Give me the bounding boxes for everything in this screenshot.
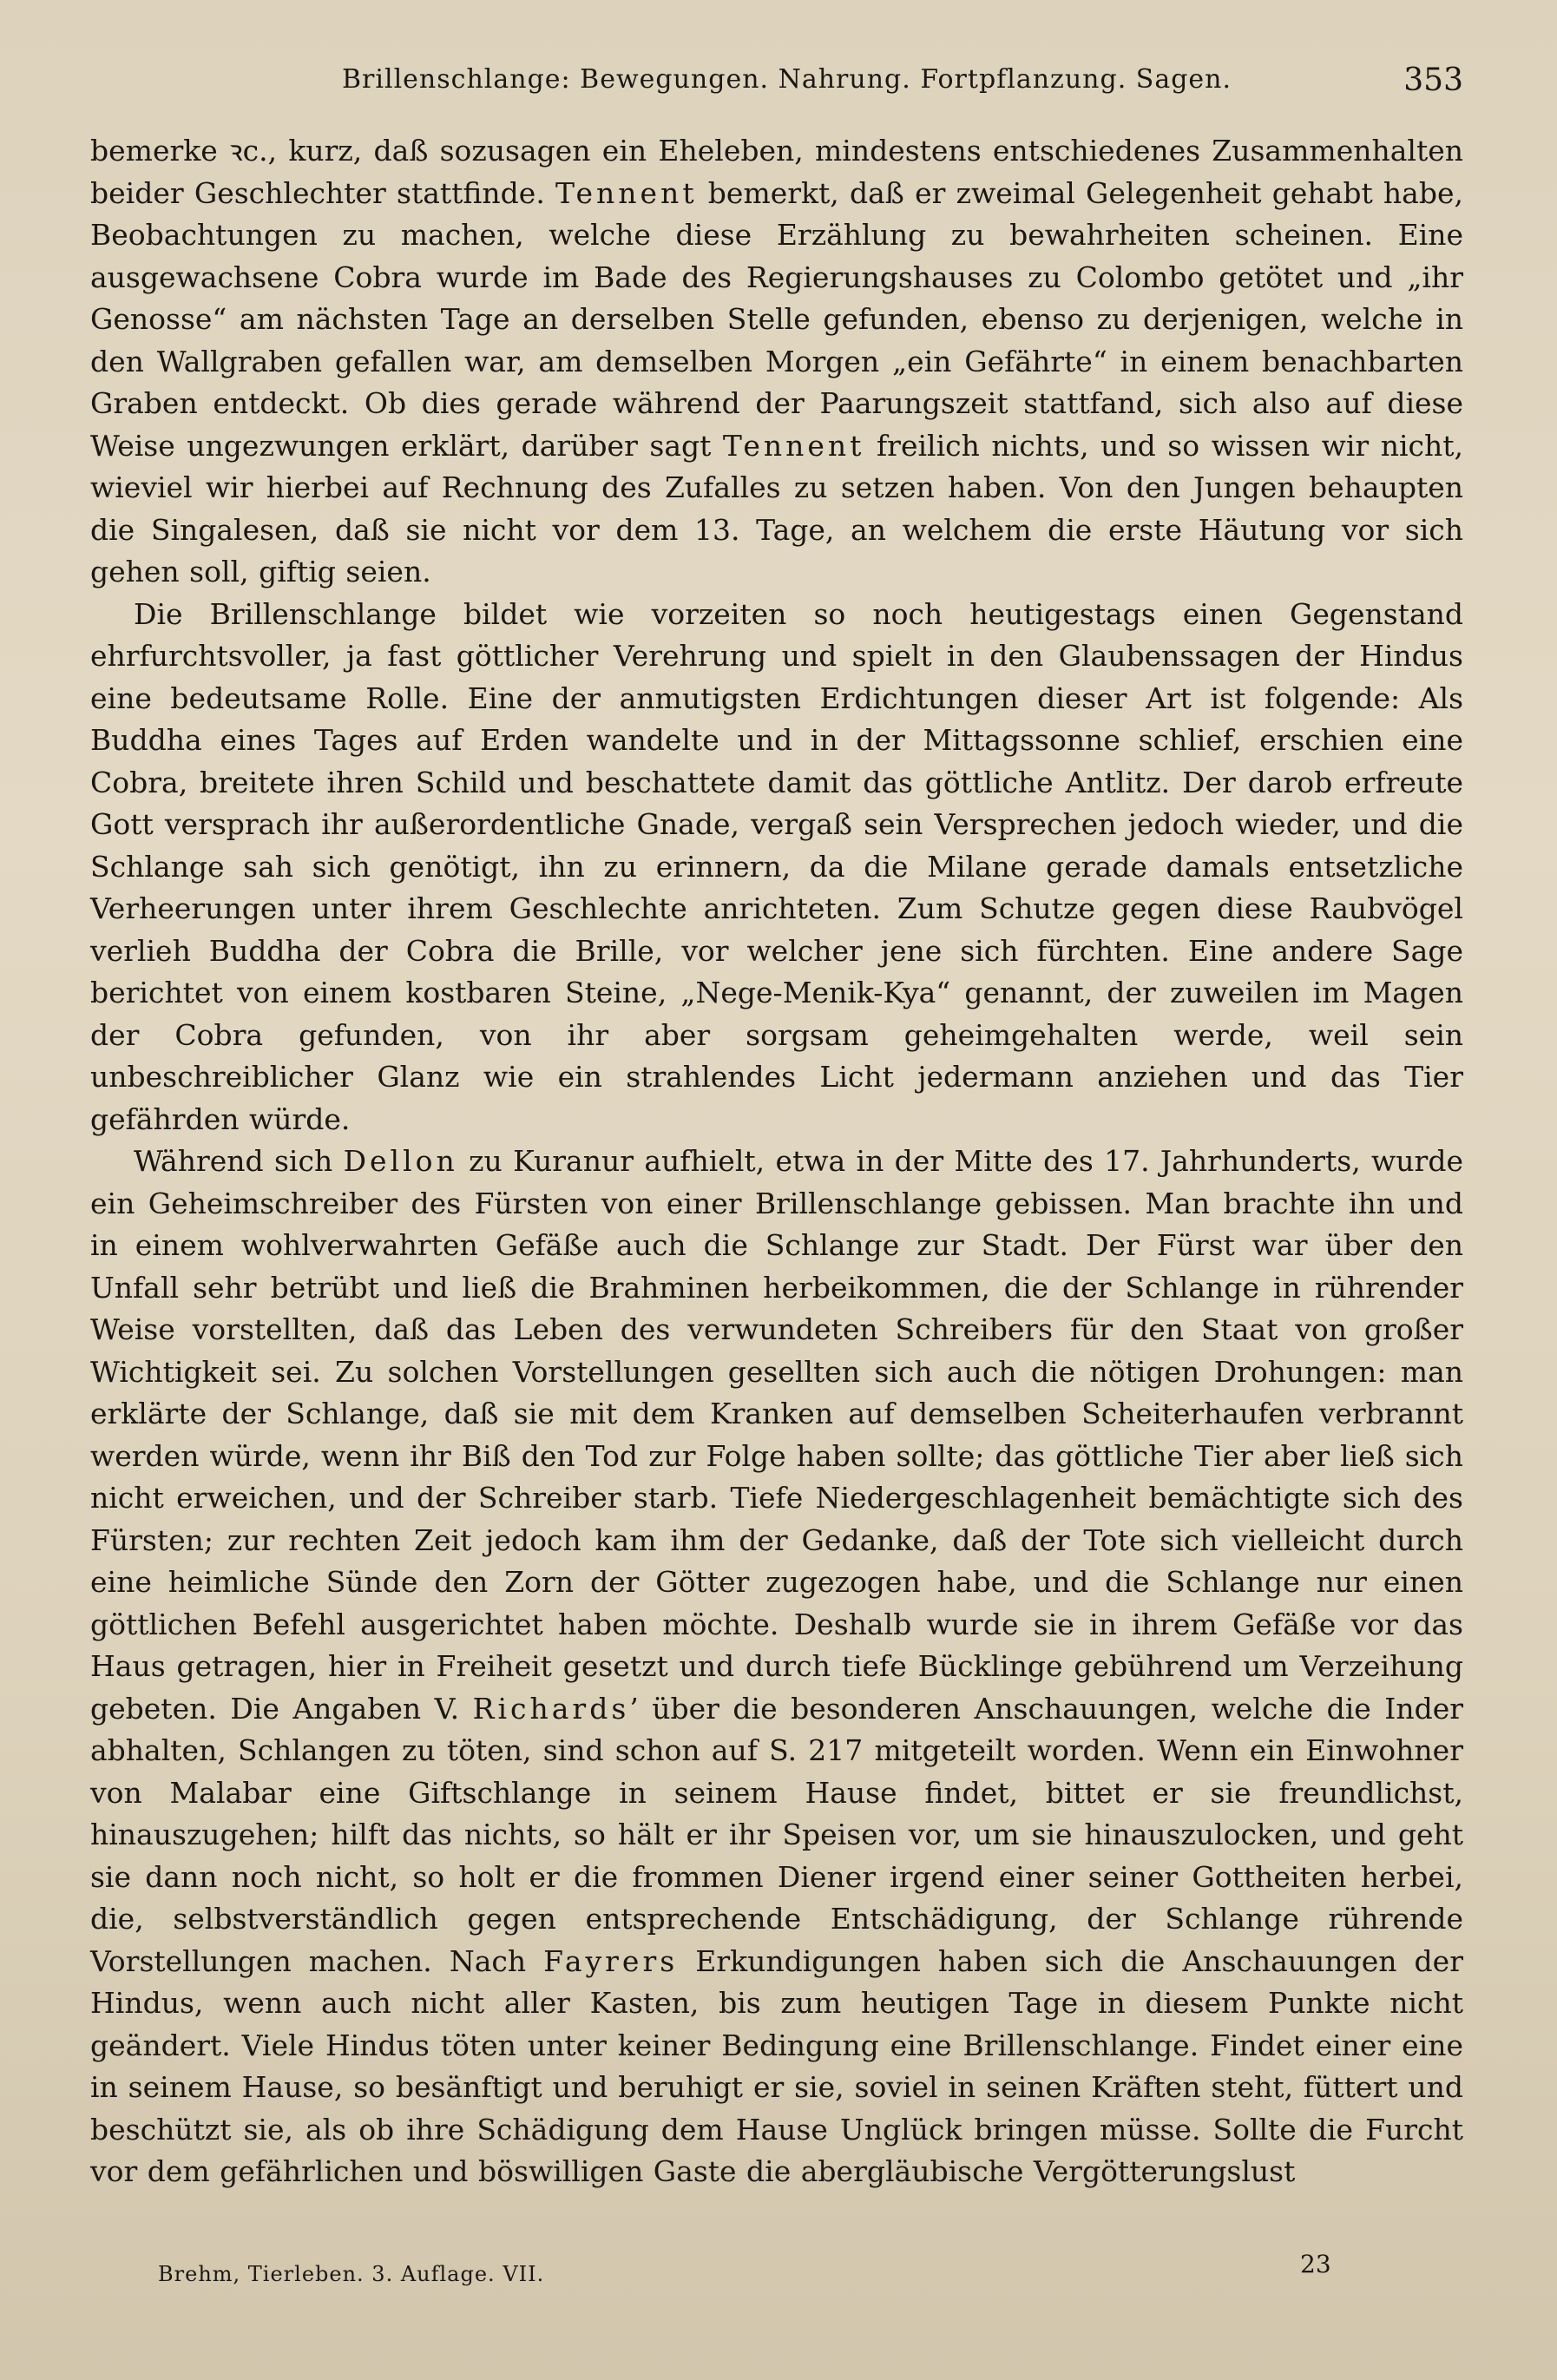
page-footer <box>158 2250 1463 2293</box>
text-span: zu Kuranur aufhielt, etwa in der Mitte des 17. Jahrhunderts, wurde ein Geheimschreiber des Fürsten von einer Brillenschlange gebissen. Man brachte ihn und in einem wohlverwahrten Gefäße auch die Schlange zur Stadt. Der Fürst war über den Unfall sehr betrübt und ließ die Brahminen herbeikommen, die der Schlange in rührender Weise vorstellten, daß das Leben des verwundeten Schreibers für den Staat von großer Wichtigkeit sei. Zu solchen Vorstellungen gesellten sich auch die nötigen Drohungen: man erklärte der Schlange, daß sie mit dem Kranken auf demselben Scheiterhaufen verbrannt werden würde, wenn ihr Biß den Tod zur Folge haben sollte; das göttliche Tier aber ließ sich nicht erweichen, und der Schreiber starb. Tiefe Niedergeschlagenheit bemächtigte sich des Fürsten; zur rechten Zeit jedoch kam ihm der Gedanke, daß der Tote sich vielleicht durch eine heimliche Sünde den Zorn der Götter zugezogen habe, und die Schlange nur einen göttlichen Befehl ausgerichtet haben möchte. Deshalb wurde sie in ihrem Gefäße vor das Haus getragen, hier in Freiheit gesetzt und durch tiefe Bücklinge gebührend um Verzeihung gebeten. Die Angaben V. <box>90 1144 1463 1726</box>
author-name: Richards <box>472 1691 630 1726</box>
text-span: bemerkt, daß er zweimal Gelegenheit gehabt habe, Beobachtungen zu machen, welche diese Erzählung zu bewahrheiten scheinen. Eine ausgewachsene Cobra wurde im Bade des Regierungshauses zu Colombo getötet und „ihr Genosse“ am nächsten Tage an derselben Stelle gefunden, ebenso zu derjenigen, welche in den Wallgraben gefallen war, am demselben Morgen „ein Gefährte“ in einem benachbarten Graben entdeckt. Ob dies gerade während der Paarungszeit stattfand, sich also auf diese Weise ungezwungen erklärt, darüber sagt <box>90 175 1464 463</box>
text-span: ’ über die besonderen Anschauungen, welche die Inder abhalten, Schlangen zu töten, sind schon auf S. 217 mitgeteilt worden. Wenn ein Einwohner von Malabar eine Giftschlange in seinem Hause findet, bittet er sie freundlichst, hinauszugehen; hilft das nichts, so hält er ihr Speisen vor, um sie hinauszulocken, und geht sie dann noch nicht, so holt er die frommen Diener irgend einer seiner Gottheiten herbei, die, selbstverständlich gegen entsprechende Entschädigung, der Schlange rührende Vorstellungen machen. Nach <box>90 1691 1463 1978</box>
sheet-number: 23 <box>1300 2250 1331 2278</box>
page-header <box>90 57 1463 109</box>
author-name: Tennent <box>722 428 865 463</box>
text-span: Die Brillenschlange bildet wie vorzeiten so noch heutigestags einen Gegenstand ehrfurchtsvoller, ja fast göttlicher Verehrung und spielt in den Glaubenssagen der Hindus eine bedeutsame Rolle. Eine der anmutigsten Erdichtungen dieser Art ist folgende: Als Buddha eines Tages auf Erden wandelte und in der Mittagssonne schlief, erschien eine Cobra, breitete ihren Schild und beschattete damit das göttliche Antlitz. Der darob erfreute Gott versprach ihr außerordentliche Gnade, vergaß sein Versprechen jedoch wieder, und die Schlange sah sich genötigt, ihn zu erinnern, da die Milane gerade damals entsetzliche Verheerungen unter ihrem Geschlechte anrichteten. Zum Schutze gegen diese Raubvögel verlieh Buddha der Cobra die Brille, vor welcher jene sich fürchten. Eine andere Sage berichtet von einem kostbaren Steine, „Nege-Menik-Kya“ genannt, der zuweilen im Magen der Cobra gefunden, von ihr aber sorgsam geheimgehalten werde, weil sein unbeschreiblicher Glanz wie ein strahlendes Licht jedermann anziehen und das Tier gefährden würde. <box>90 596 1463 1136</box>
paragraph-2 <box>90 594 1463 1141</box>
author-name: Dellon <box>343 1144 458 1178</box>
body-text <box>90 130 1463 2193</box>
text-span: freilich nichts, und so wissen wir nicht, wieviel wir hierbei auf Rechnung des Zufalles zu setzen haben. Von den Jungen behaupten die Singalesen, daß sie nicht vor dem 13. Tage, an welchem die erste Häutung vor sich gehen soll, giftig seien. <box>90 428 1463 588</box>
text-span: bemerke ꝛc., kurz, daß sozusagen ein Eheleben, mindestens entschiedenes Zusammenhalten beider Geschlechter stattfinde. <box>90 134 1463 210</box>
page-number: 353 <box>1403 62 1463 98</box>
book-signature: Brehm, Tierleben. 3. Auflage. VII. <box>158 2262 545 2286</box>
author-name: Fayrers <box>543 1943 679 1978</box>
text-span: Während sich <box>134 1144 344 1178</box>
paragraph-3 <box>90 1141 1463 2193</box>
author-name: Tennent <box>555 175 698 210</box>
running-head: Brillenschlange: Bewegungen. Nahrung. Fortpflanzung. Sagen. <box>342 64 1232 95</box>
text-span: Erkundigungen haben sich die Anschauungen der Hindus, wenn auch nicht aller Kasten, bis zum heutigen Tage in diesem Punkte nicht geändert. Viele Hindus töten unter keiner Bedingung eine Brillenschlange. Findet einer eine in seinem Hause, so besänftigt und beruhigt er sie, soviel in seinen Kräften steht, füttert und beschützt sie, als ob ihre Schädigung dem Hause Unglück bringen müsse. Sollte die Furcht vor dem gefährlichen und böswilligen Gaste die abergläubische Vergötterungslust <box>90 1943 1463 2188</box>
paragraph-1 <box>90 130 1463 594</box>
